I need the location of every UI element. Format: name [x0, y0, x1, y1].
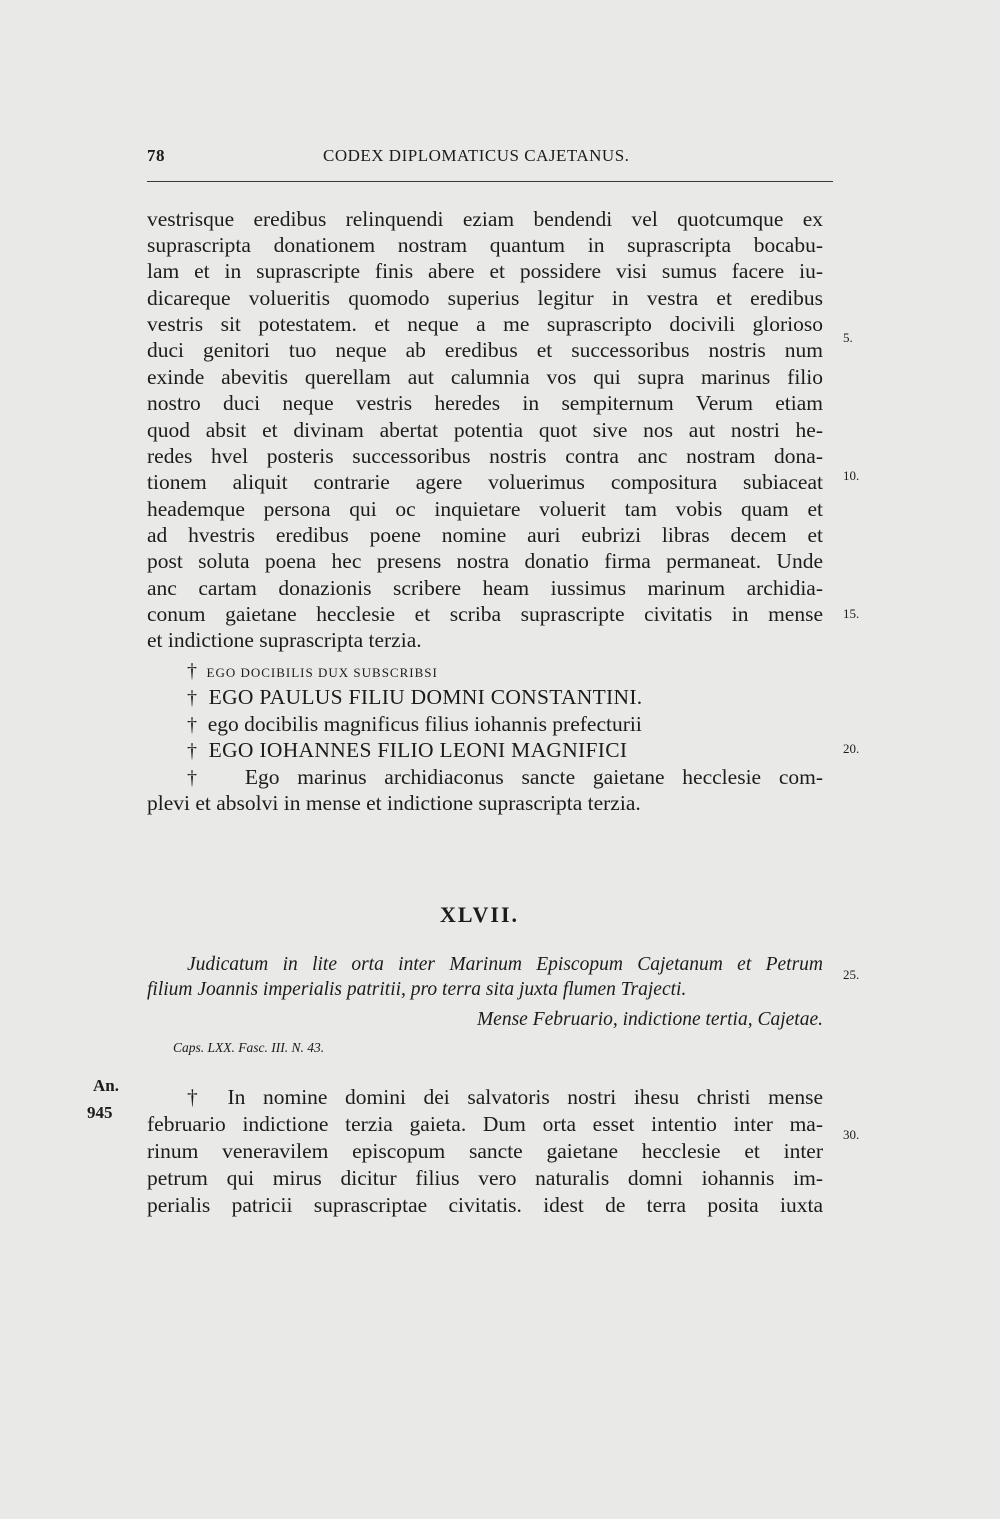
body-line: duci genitori tuo neque ab eredibus et successoribus nostris num — [147, 338, 823, 362]
subscription-text: ego docibilis magnificus filius iohannis prefecturii — [207, 712, 642, 736]
year-value: 945 — [87, 1103, 113, 1122]
cross-mark: † — [187, 740, 198, 762]
subscription-text: EGO PAULUS FILIU DOMNI CONSTANTINI. — [208, 685, 643, 709]
section-title-line: Judicatum in lite orta inter Marinum Episcopum Cajetanum et Petrum — [187, 954, 823, 975]
body-line: ad hvestris eredibus poene nomine auri eubrizi libras decem et — [147, 523, 823, 547]
body-line: heademque persona qui oc inquietare voluerit tam vobis quam et — [147, 497, 823, 521]
document-line: rinum veneravilem episcopum sancte gaietane hecclesie et inter — [147, 1139, 823, 1163]
subscription-line: plevi et absolvi in mense et indictione suprascripta terzia. — [147, 791, 641, 815]
body-line: vestrisque eredibus relinquendi eziam bendendi vel quotcumque ex — [147, 207, 823, 231]
cross-mark: † — [187, 714, 197, 736]
subscription-text: Ego marinus archidiaconus sancte gaietane hecclesie com- — [244, 765, 824, 789]
document-line: petrum qui mirus dicitur filius vero naturalis domni iohannis im- — [147, 1166, 823, 1190]
line-number: 5. — [843, 330, 853, 345]
body-line: nostro duci neque vestris heredes in sempiternum Verum etiam — [147, 391, 823, 415]
body-line: lam et in suprascripte finis abere et possidere visi sumus facere iu- — [147, 259, 823, 283]
cross-mark: † — [187, 767, 210, 789]
page-number: 78 — [147, 146, 165, 165]
body-line: suprascripta donationem nostram quantum in suprascripta bocabu- — [147, 233, 823, 257]
year-label: An. — [93, 1076, 119, 1095]
body-line: redes hvel posteris successoribus nostris contra anc nostram dona- — [147, 444, 823, 468]
body-line: dicareque volueritis quomodo superius legitur in vestra et eredibus — [147, 286, 823, 310]
section-number: XLVII. — [440, 902, 520, 927]
body-line: post soluta poena hec presens nostra donatio firma permaneat. Unde — [147, 549, 823, 573]
line-number: 20. — [843, 741, 860, 756]
line-number: 10. — [843, 468, 860, 483]
body-line: et indictione suprascripta terzia. — [147, 628, 422, 652]
body-line: conum gaietane hecclesie et scriba suprascripte civitatis in mense — [147, 602, 823, 626]
running-title: CODEX DIPLOMATICUS CAJETANUS. — [323, 146, 630, 165]
document-line: februario indictione terzia gaieta. Dum orta esset intentio inter ma- — [147, 1112, 823, 1136]
cross-mark: † — [187, 687, 198, 709]
header-rule — [147, 181, 833, 182]
cross-mark: † — [187, 660, 198, 682]
body-line: anc cartam donazionis scribere heam iussimus marinum archidia- — [147, 576, 823, 600]
section-date-line: Mense Februario, indictione tertia, Cajetae. — [476, 1009, 823, 1030]
body-line: exinde abevitis querellam aut calumnia vos qui supra marinus filio — [147, 365, 823, 389]
subscription-line — [187, 737, 807, 764]
subscription-line — [187, 764, 823, 791]
line-number: 25. — [843, 967, 860, 982]
subscription-text: EGO DOCIBILIS DUX SUBSCRIBSI — [206, 665, 438, 680]
body-line: vestris sit potestatem. et neque a me suprascripto docivili glorioso — [147, 312, 823, 336]
page-header — [147, 146, 827, 170]
subscription-text: EGO IOHANNES FILIO LEONI MAGNIFICI — [208, 738, 628, 762]
body-line: quod absit et divinam abertat potentia quot sive nos aut nostri he- — [147, 418, 823, 442]
line-number: 30. — [843, 1127, 860, 1142]
section-title-line: filium Joannis imperialis patritii, pro terra sita juxta flumen Trajecti. — [147, 979, 687, 1000]
subscription-line — [187, 711, 807, 738]
archive-reference: Caps. LXX. Fasc. III. N. 43. — [173, 1040, 325, 1055]
subscription-line — [187, 658, 807, 685]
body-line: tionem aliquit contrarie agere voluerimus compositura subiaceat — [147, 470, 823, 494]
subscription-line — [187, 684, 807, 711]
line-number: 15. — [843, 606, 860, 621]
document-line: † In nomine domini dei salvatoris nostri ihesu christi mense — [187, 1085, 823, 1109]
document-line: perialis patricii suprascriptae civitatis. idest de terra posita iuxta — [147, 1193, 823, 1217]
